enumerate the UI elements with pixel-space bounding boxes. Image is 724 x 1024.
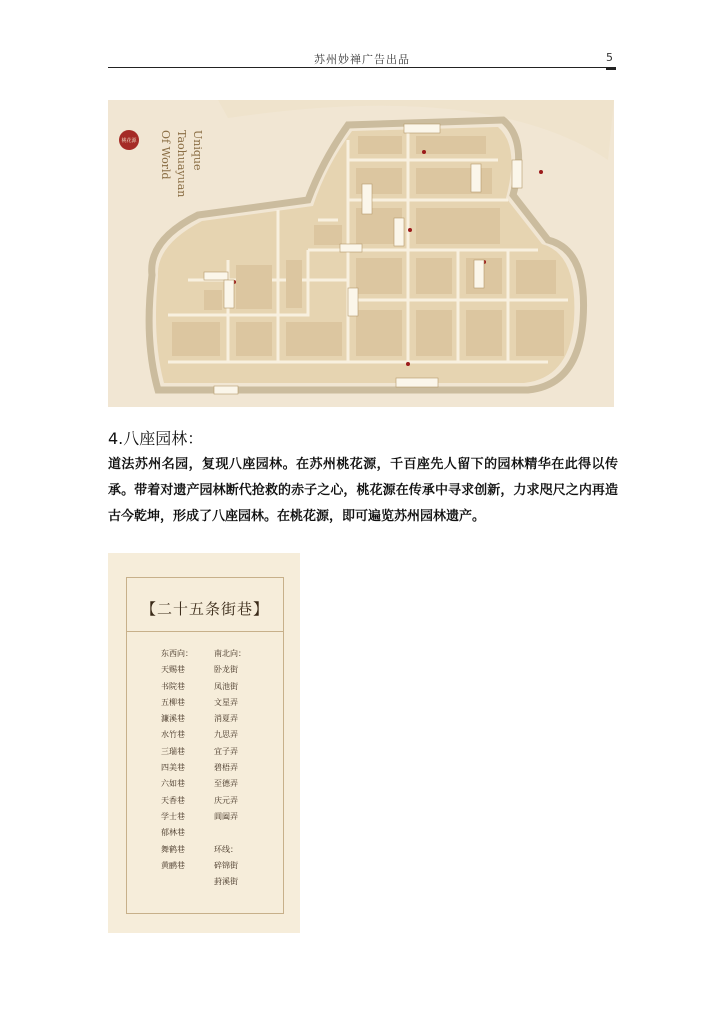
section-title: 4.八座园林： xyxy=(108,429,204,448)
street-item: 葑溪街 xyxy=(214,877,238,887)
site-map-svg xyxy=(108,100,614,407)
street-item: 水竹巷 xyxy=(161,730,185,740)
street-item: 五柳巷 xyxy=(161,697,185,707)
streets-divider xyxy=(127,631,283,632)
street-item xyxy=(214,825,246,841)
streets-left-column xyxy=(161,646,193,874)
map-title-line-1: Unique xyxy=(191,130,204,171)
streets-title: 【二十五条街巷】 xyxy=(140,600,269,618)
street-item: 六如巷 xyxy=(161,779,185,789)
street-item: 天赐巷 xyxy=(161,665,185,675)
street-item: 九思弄 xyxy=(214,730,238,740)
street-item: 郁林巷 xyxy=(161,828,185,838)
street-item: 舞鹤巷 xyxy=(161,844,185,854)
street-item: 南北向： xyxy=(214,649,246,658)
site-map-image xyxy=(108,100,614,407)
street-item: 卧龙街 xyxy=(214,665,238,675)
street-item: 凤池街 xyxy=(214,681,238,691)
body-paragraph: 道法苏州名园，复现八座园林。在苏州桃花源，千百座先人留下的园林精华在此得以传承。带着对遗产园林断代抢救的赤子之心，桃花源在传承中寻求创新，力求咫尺之内再造古今乾坤，形成了八座园林。在桃花源，即可遍览苏州园林遗产。 xyxy=(108,457,618,524)
street-item: 宜子弄 xyxy=(214,746,238,756)
seal-text: 桃花源 xyxy=(121,138,137,144)
street-item: 学士巷 xyxy=(161,811,185,821)
street-item: 四美巷 xyxy=(161,763,185,773)
street-item: 环线： xyxy=(214,844,238,854)
seal-stamp xyxy=(119,130,139,150)
header-rule xyxy=(108,67,616,68)
page-number-underline xyxy=(606,67,616,70)
map-title-line-3: Of World xyxy=(159,130,172,180)
streets-card xyxy=(108,553,300,933)
street-item: 三瑞巷 xyxy=(161,746,185,756)
map-title-line-2: Taohuayuan xyxy=(175,130,188,198)
street-item: 文星弄 xyxy=(214,697,238,707)
street-item: 至德弄 xyxy=(214,779,238,789)
streets-frame xyxy=(126,577,284,914)
street-item: 濂溪巷 xyxy=(161,714,185,724)
street-item: 庆元弄 xyxy=(214,795,238,805)
street-item: 碧梧弄 xyxy=(214,763,238,773)
street-item: 碎锦街 xyxy=(214,860,238,870)
street-item: 阊阖弄 xyxy=(214,811,238,821)
street-item: 黄鹂巷 xyxy=(161,860,185,870)
page-header-title: 苏州妙禅广告出品 xyxy=(314,53,410,66)
streets-right-column xyxy=(214,646,246,890)
page-number: 5 xyxy=(606,51,613,64)
street-item: 东西向： xyxy=(161,649,193,658)
street-item: 消夏弄 xyxy=(214,714,238,724)
street-item: 天香巷 xyxy=(161,795,185,805)
street-item: 书院巷 xyxy=(161,681,185,691)
